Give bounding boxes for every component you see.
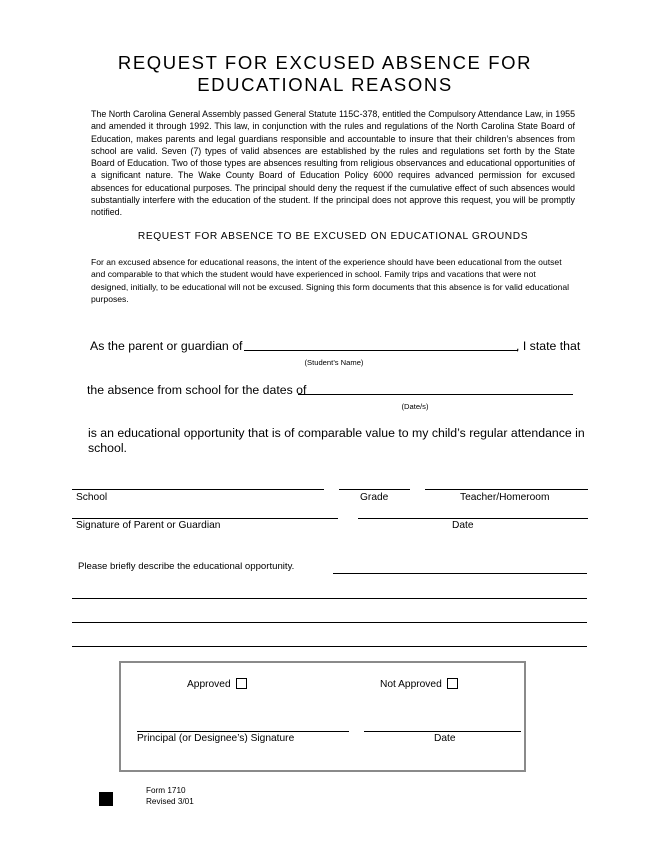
revision-date: Revised 3/01 [146, 797, 194, 806]
grade-field[interactable] [339, 489, 410, 490]
title-line-2: EDUCATIONAL REASONS [197, 74, 453, 95]
describe-label: Please briefly describe the educational opportunity. [78, 561, 295, 572]
approval-date-field[interactable] [364, 731, 521, 732]
statement-prefix-2: the absence from school for the dates of [87, 383, 307, 397]
dates-caption: (Date/s) [401, 402, 429, 411]
black-square-mark [99, 792, 113, 806]
teacher-label: Teacher/Homeroom [460, 492, 550, 503]
approved-checkbox[interactable] [236, 678, 247, 689]
approved-label: Approved [187, 679, 231, 690]
teacher-field[interactable] [425, 489, 588, 490]
principal-signature-label: Principal (or Designee’s) Signature [137, 733, 295, 744]
not-approved-checkbox[interactable] [447, 678, 458, 689]
student-name-caption: (Student’s Name) [304, 358, 364, 367]
describe-line-3[interactable] [72, 622, 587, 623]
statement-line-3: is an educational opportunity that is of comparable value to my child’s regular attendance in school. [88, 426, 585, 455]
signature-field[interactable] [72, 518, 338, 519]
describe-line-1[interactable] [333, 573, 587, 574]
date-field[interactable] [358, 518, 588, 519]
grounds-paragraph: For an excused absence for educational reasons, the intent of the experience should have been educational from the outset and comparable to that which the student would have experienced in school. Family trips and vacations that were not designed, initially, to be educational will not be excused. Signing this form documents that this absence is for valid educational purposes. [91, 257, 570, 304]
signature-label: Signature of Parent or Guardian [76, 520, 221, 531]
title-line-1: REQUEST FOR EXCUSED ABSENCE FOR [117, 52, 533, 73]
not-approved-label: Not Approved [380, 679, 442, 690]
describe-line-4[interactable] [72, 646, 587, 647]
not-approved-option[interactable] [380, 678, 458, 690]
grade-label: Grade [360, 492, 389, 503]
student-name-field[interactable] [244, 350, 518, 351]
section-subheading: REQUEST FOR ABSENCE TO BE EXCUSED ON EDUCATIONAL GROUNDS [137, 231, 529, 242]
statement-prefix-1: As the parent or guardian of [90, 339, 243, 353]
form-number: Form 1710 [146, 786, 186, 795]
approved-option[interactable] [187, 678, 247, 690]
statement-suffix-1: , I state that [516, 339, 581, 353]
school-label: School [76, 492, 108, 503]
dates-field[interactable] [298, 394, 573, 395]
school-field[interactable] [72, 489, 324, 490]
describe-line-2[interactable] [72, 598, 587, 599]
intro-paragraph: The North Carolina General Assembly passed General Statute 115C-378, entitled the Compulsory Attendance Law, in 1955 and amended it through 1992. This law, in conjunction with the rules and regulations of the North Carolina State Board of Education, makes parents and legal guardians responsible and accountable to insure that their children’s absences from school are valid. Seven (7) types of valid absences are established by the rules and regulations set forth by the State Board of Education. Two of those types are absences resulting from religious observances and educational opportunities of a significant nature. The Wake County Board of Education Policy 6000 requires advanced permission for excused absences for educational purposes. The principal should deny the request if the cumulative effect of such absences would substantially interfere with the education of the student. If the principal does not approve this request, you will be promptly notified. [91, 109, 575, 218]
approval-box [119, 661, 526, 772]
date-label: Date [452, 520, 474, 531]
approval-date-label: Date [434, 733, 456, 744]
principal-signature-field[interactable] [137, 731, 349, 732]
